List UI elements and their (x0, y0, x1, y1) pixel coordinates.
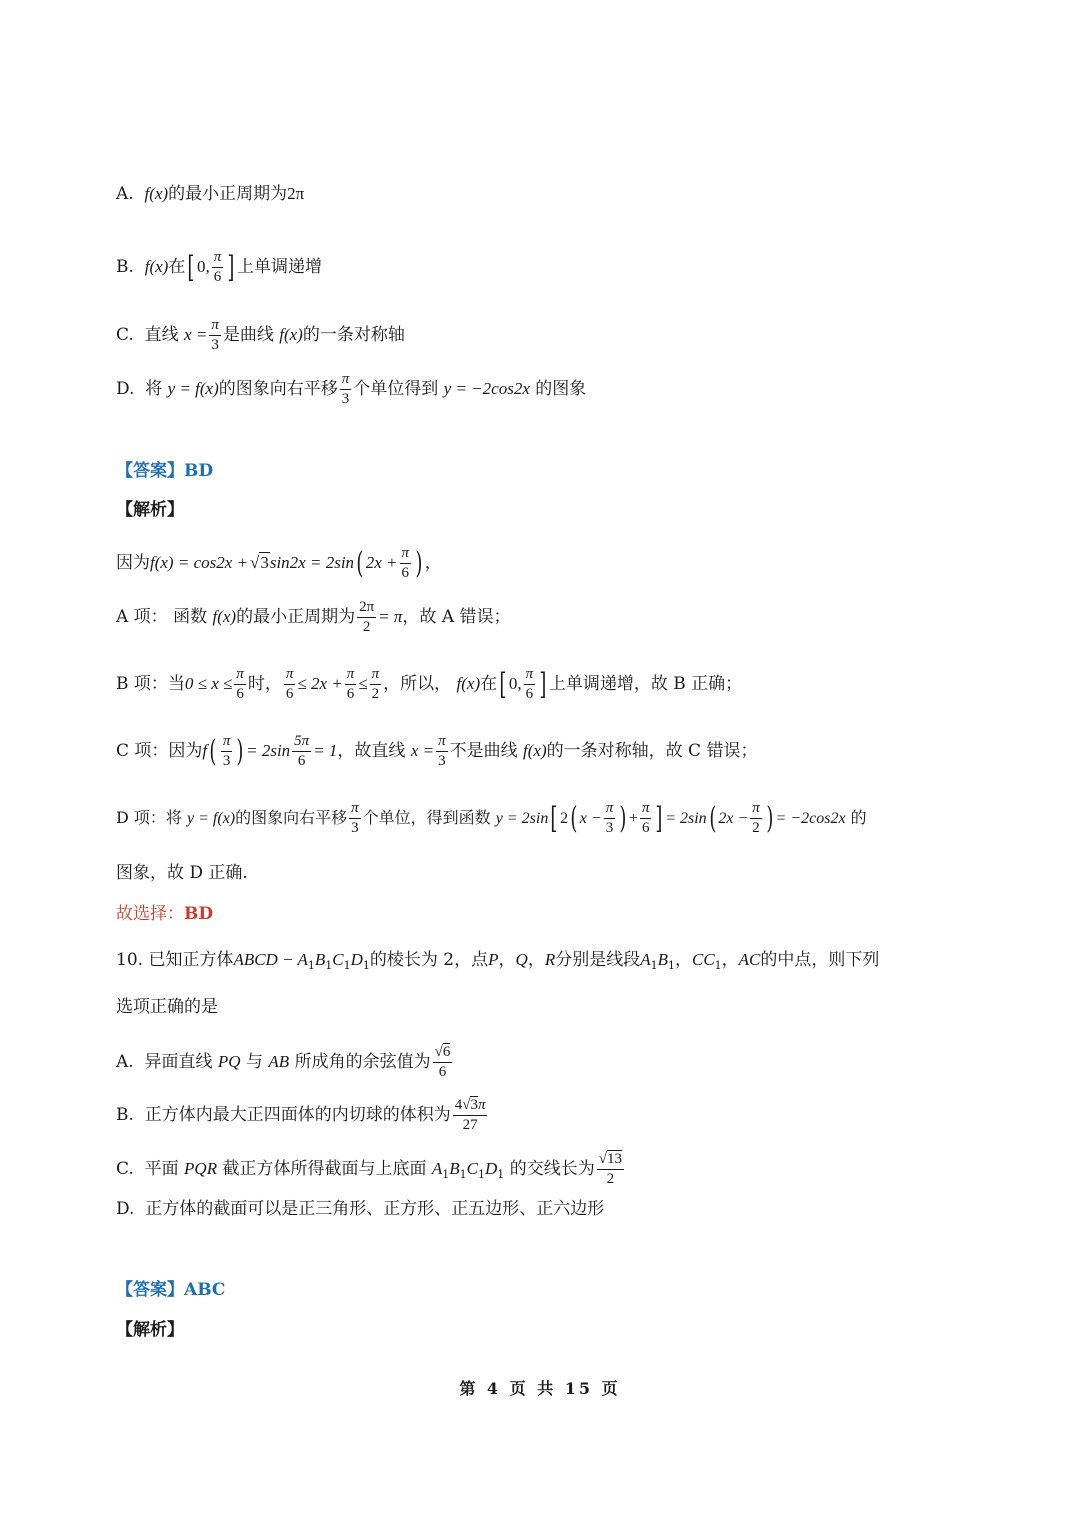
math-operator: + (628, 810, 638, 827)
math-fx: f(x) (144, 257, 169, 276)
right-paren: ) (236, 733, 244, 769)
left-bracket: [ (187, 249, 195, 285)
fraction-denominator: 6 (438, 1064, 447, 1080)
math-expr: y = f(x) (187, 810, 236, 827)
fraction-numerator: π (345, 667, 357, 685)
left-paren: ( (570, 800, 578, 836)
left-paren: ( (356, 545, 364, 581)
math-expr: 2x − (718, 810, 749, 827)
fraction (221, 734, 233, 769)
math-expr: = −2cos2x (775, 810, 846, 827)
solution-text: ，故直线 (337, 741, 406, 761)
fraction-denominator: 3 (222, 753, 231, 769)
question-text: 10. 已知正方体 (116, 950, 234, 970)
option-label: C. (116, 325, 134, 345)
option-text: 与 (245, 1052, 263, 1072)
fraction (400, 546, 412, 581)
question-text: 的棱长为 2，点 (369, 950, 489, 970)
option-text: 正方体的截面可以是正三角形、正方形、正五边形、正六边形 (145, 1199, 605, 1219)
fraction (433, 1045, 453, 1080)
q10-option-a (116, 1045, 454, 1080)
solution-text: C 项：因为 (116, 741, 203, 761)
option-text: 的一条对称轴 (302, 325, 405, 345)
q10-option-d (116, 1199, 604, 1219)
math-value: 2π (287, 184, 305, 203)
solution-text: 不是曲线 (449, 741, 518, 761)
answer-label: 【答案】 (116, 1280, 184, 1300)
fraction (597, 1152, 624, 1187)
analysis-label: 【解析】 (116, 500, 184, 520)
fraction (340, 372, 352, 407)
fraction-denominator: 3 (211, 337, 219, 353)
fraction-numerator: π (524, 667, 536, 685)
fraction-numerator: π (370, 667, 382, 685)
option-label: C. (116, 1159, 134, 1179)
option-b (116, 250, 322, 285)
option-label: A. (116, 184, 134, 204)
math-expr: = 2sin (665, 810, 707, 827)
option-text: 正方体内最大正四面体的内切球的体积为 (144, 1105, 451, 1125)
math-expr: ≤ 2x + (297, 674, 343, 693)
fraction-denominator: 3 (351, 820, 359, 836)
solution-text: 图象，故 D 正确. (116, 863, 248, 883)
option-label: B. (116, 257, 134, 277)
fraction-numerator: π (212, 250, 224, 268)
fraction-denominator: 6 (213, 269, 222, 285)
sqrt: √3 (250, 553, 269, 572)
analysis-label: 【解析】 (116, 1320, 184, 1340)
fraction-denominator: 6 (285, 686, 294, 702)
question-text: 的中点，则下列 (760, 950, 880, 970)
option-text: 是曲线 (222, 325, 274, 345)
fraction-denominator: 6 (641, 820, 650, 836)
option-text: 将 (145, 379, 163, 399)
option-d (116, 372, 586, 407)
answer-line (116, 1280, 225, 1300)
math-expr: 2x + (365, 553, 398, 572)
q10-option-c: C. 平面 PQR 截正方体所得截面与上底面 $A_1B_1C_1D_1$ 的交线长为 $\frac{√13}{2}$ (116, 1151, 622, 1187)
fraction-numerator: π (284, 667, 296, 685)
fraction (453, 1098, 488, 1133)
q10-option-b (116, 1098, 489, 1133)
math-expr: y = 2sin (495, 810, 549, 827)
fraction (292, 734, 311, 769)
question-text: 选项正确的是 (116, 997, 218, 1017)
solution-text: 的最小正周期为 (236, 607, 356, 627)
math-var: CC (691, 950, 715, 969)
option-text: 的最小正周期为 (168, 184, 288, 204)
math-expr: y = f(x) (167, 379, 219, 398)
fraction (604, 801, 616, 836)
math-expr: f(x) = cos2x + (150, 553, 248, 572)
math-fx: f(x) (144, 184, 169, 203)
solution-a (116, 600, 511, 635)
math-fx: f(x) (279, 325, 303, 344)
fraction-denominator: 2 (606, 1171, 615, 1187)
option-text: 的交线长为 (509, 1159, 595, 1179)
solution-line (116, 546, 442, 581)
solution-text: B 项：当 (116, 674, 185, 694)
solution-b (116, 667, 742, 702)
choice-value: BD (184, 904, 214, 924)
option-text: 直线 (144, 325, 179, 345)
math-var: R (544, 950, 556, 969)
math-value: 0, (197, 257, 210, 276)
fraction-numerator: π (340, 372, 352, 390)
choice-line (116, 904, 213, 924)
option-text: 的图象 (535, 379, 587, 399)
fraction (284, 667, 296, 702)
right-bracket: ] (227, 249, 235, 285)
fraction-denominator: 2 (752, 820, 760, 836)
math-var: AB (268, 1052, 290, 1071)
solution-text: 因为 (116, 553, 150, 573)
fraction-numerator: π (234, 667, 246, 685)
fraction-denominator: 6 (346, 686, 355, 702)
fraction-numerator: 5π (292, 734, 311, 752)
fraction-numerator: π (750, 801, 762, 819)
solution-text: D 项：将 (116, 808, 182, 827)
fraction (524, 667, 536, 702)
fraction-numerator: π (209, 318, 221, 336)
fraction-denominator: 6 (297, 753, 306, 769)
option-text: 异面直线 (144, 1052, 213, 1072)
fraction-numerator: √6 (433, 1045, 453, 1063)
math-expr: y = −2cos2x (443, 379, 530, 398)
answer-value: ABC (184, 1280, 226, 1300)
fraction-denominator: 6 (525, 686, 534, 702)
answer-value: BD (184, 461, 214, 481)
right-paren: ) (619, 800, 627, 836)
math-value: 0, (508, 674, 522, 693)
sqrt-radicand: 3 (470, 1097, 478, 1113)
page-footer: 第 4 页 共 15 页 (459, 1379, 621, 1398)
option-label: A. (116, 1052, 134, 1072)
math-expr: = 2sin (246, 741, 291, 760)
math-expr: x − (579, 810, 602, 827)
fraction (349, 801, 361, 836)
sqrt-radicand: 13 (606, 1151, 622, 1167)
math-var: Q (515, 950, 528, 969)
math-var: π (477, 1097, 486, 1113)
fraction-denominator: 27 (462, 1117, 478, 1133)
fraction-denominator: 2 (362, 619, 371, 635)
math-fx: f(x) (212, 607, 237, 626)
answer-line (116, 461, 213, 481)
right-paren: ) (415, 545, 423, 581)
math-expr: sin2x = 2sin (269, 553, 355, 572)
fraction-denominator: 6 (401, 565, 410, 581)
right-paren: ) (766, 800, 774, 836)
math-fx: f (202, 741, 208, 760)
option-text: 在 (168, 257, 186, 277)
left-paren: ( (209, 733, 217, 769)
solution-d (116, 801, 867, 836)
option-text: 个单位得到 (353, 379, 439, 399)
sqrt-radicand: 6 (442, 1044, 451, 1060)
solution-c (116, 734, 757, 769)
fraction-numerator: √13 (597, 1152, 624, 1170)
solution-text: 上单调递增，故 B 正确； (548, 674, 743, 694)
math-var: P (488, 950, 499, 969)
math-value: 2 (560, 810, 569, 827)
option-text: 上单调递增 (237, 257, 323, 277)
solution-text: 在 (480, 674, 498, 694)
solution-text: 的图象向右平移 (235, 808, 348, 827)
math-expr: ≤ (358, 674, 368, 693)
fraction-numerator: π (436, 734, 448, 752)
question-10: 10. 已知正方体ABCD − $A_1B_1C_1D_1$的棱长为 2，点P，Q，R分别是线段$A_1B_1$，$CC_1$，AC的中点，则下列 (116, 950, 880, 972)
option-a (116, 184, 304, 204)
math-fx: f(x) (456, 674, 481, 693)
fraction (212, 250, 224, 285)
separator: ， (498, 950, 516, 970)
math-expr: = π (378, 607, 403, 626)
left-bracket: [ (499, 666, 507, 702)
option-label: D. (116, 379, 135, 399)
fraction-numerator: 4√3π (453, 1098, 488, 1116)
option-label: B. (116, 1105, 134, 1125)
analysis-heading (116, 1320, 184, 1340)
fraction (357, 600, 376, 635)
fraction-denominator: 3 (341, 391, 350, 407)
math-expr: x = (410, 741, 435, 760)
math-fx: f(x) (523, 741, 547, 760)
fraction (640, 801, 652, 836)
math-var: AC (738, 950, 761, 969)
fraction-denominator: 3 (605, 820, 614, 836)
fraction-numerator: π (640, 801, 652, 819)
solution-text: ，故 A 错误； (402, 607, 511, 627)
option-text: 截正方体所得截面与上底面 (222, 1159, 427, 1179)
left-paren: ( (709, 800, 717, 836)
math-expr: 0 ≤ x ≤ (184, 674, 233, 693)
fraction-numerator: π (604, 801, 616, 819)
fraction (234, 667, 246, 702)
right-bracket: ] (655, 800, 663, 836)
fraction (209, 318, 221, 353)
option-text: 平面 (144, 1159, 179, 1179)
question-text: 分别是线段 (555, 950, 641, 970)
right-bracket: ] (539, 666, 547, 702)
solution-d-cont (116, 863, 248, 883)
option-c (116, 318, 405, 353)
fraction-numerator: π (400, 546, 412, 564)
fraction-denominator: 6 (236, 686, 244, 702)
left-bracket: [ (550, 800, 558, 836)
fraction-denominator: 2 (371, 686, 380, 702)
sqrt-radicand: 3 (260, 553, 269, 572)
math-var: A (640, 950, 651, 969)
math-var: PQR (184, 1159, 218, 1178)
fraction-numerator: 2π (357, 600, 376, 618)
question-10-cont (116, 997, 218, 1017)
solution-text: 的 (850, 808, 867, 827)
fraction (345, 667, 357, 702)
math-value: 4 (454, 1097, 463, 1113)
option-text: 所成角的余弦值为 (294, 1052, 431, 1072)
fraction-numerator: π (349, 801, 361, 819)
option-label: D. (116, 1199, 135, 1219)
solution-text: 时， (247, 674, 282, 694)
answer-label: 【答案】 (116, 461, 184, 481)
choice-label: 故选择： (116, 904, 184, 924)
solution-text: 的一条对称轴，故 C 错误； (546, 741, 758, 761)
math-expr: ABCD − A (233, 950, 308, 969)
fraction (370, 667, 382, 702)
option-text: 的图象向右平移 (218, 379, 338, 399)
math-expr: x = (184, 325, 208, 344)
fraction-numerator: π (221, 734, 233, 752)
fraction-denominator: 3 (438, 753, 446, 769)
fraction (750, 801, 762, 836)
analysis-heading (116, 500, 184, 520)
math-expr: = 1 (313, 741, 338, 760)
solution-text: A 项： 函数 (116, 607, 208, 627)
math-var: PQ (217, 1052, 241, 1071)
solution-text: ，所以， (383, 674, 452, 694)
fraction (436, 734, 448, 769)
solution-text: 个单位，得到函数 (362, 808, 491, 827)
solution-text: ， (424, 553, 442, 573)
